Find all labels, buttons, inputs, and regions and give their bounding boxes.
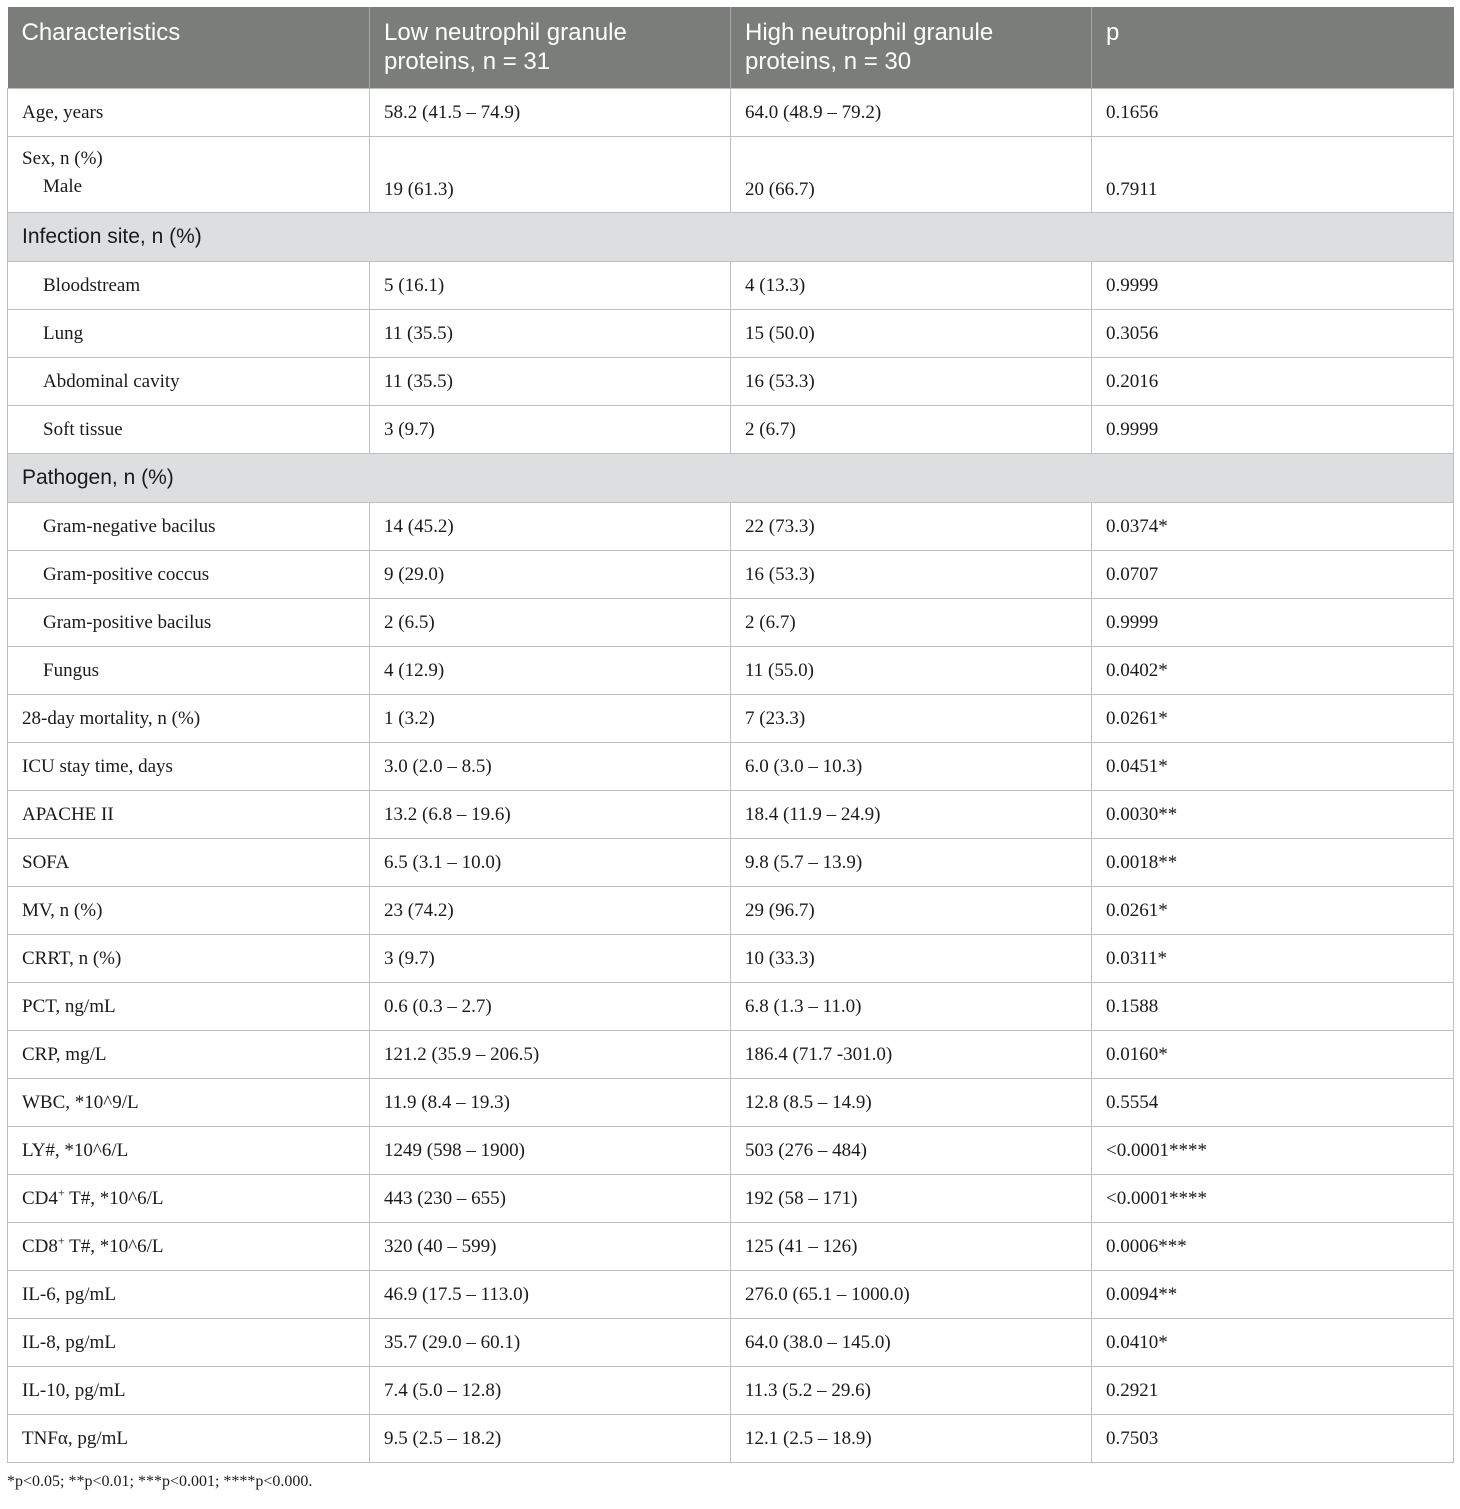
row-label: 28-day mortality, n (%) <box>8 695 370 743</box>
high-value: 276.0 (65.1 – 1000.0) <box>731 1271 1092 1319</box>
row-label: IL-6, pg/mL <box>8 1271 370 1319</box>
row-label: CRRT, n (%) <box>8 935 370 983</box>
p-value: 0.0707 <box>1092 551 1454 599</box>
header-row <box>8 7 1454 89</box>
table-row <box>8 983 1454 1031</box>
low-value: 11 (35.5) <box>370 310 731 358</box>
low-value: 121.2 (35.9 – 206.5) <box>370 1031 731 1079</box>
low-value: 9 (29.0) <box>370 551 731 599</box>
cd8-label-pre: CD8 <box>22 1235 58 1257</box>
row-label: LY#, *10^6/L <box>8 1127 370 1175</box>
table-row <box>8 310 1454 358</box>
table-row <box>8 89 1454 137</box>
row-label: TNFα, pg/mL <box>8 1415 370 1463</box>
high-value: 9.8 (5.7 – 13.9) <box>731 839 1092 887</box>
p-value: 0.0374* <box>1092 503 1454 551</box>
p-value: 0.0451* <box>1092 743 1454 791</box>
p-value: 0.2016 <box>1092 358 1454 406</box>
row-label: Abdominal cavity <box>8 358 370 406</box>
table-row <box>8 935 1454 983</box>
low-value: 7.4 (5.0 – 12.8) <box>370 1367 731 1415</box>
row-label: Fungus <box>8 647 370 695</box>
high-value: 2 (6.7) <box>731 599 1092 647</box>
header-high: High neutrophil granule proteins, n = 30 <box>731 7 1092 89</box>
row-label: Lung <box>8 310 370 358</box>
cd4-label-sup: + <box>57 1185 65 1200</box>
row-label: MV, n (%) <box>8 887 370 935</box>
high-value: 186.4 (71.7 -301.0) <box>731 1031 1092 1079</box>
row-label: WBC, *10^9/L <box>8 1079 370 1127</box>
table-row <box>8 1415 1454 1463</box>
high-value: 22 (73.3) <box>731 503 1092 551</box>
high-value: 29 (96.7) <box>731 887 1092 935</box>
table-row <box>8 743 1454 791</box>
row-label: ICU stay time, days <box>8 743 370 791</box>
low-value: 6.5 (3.1 – 10.0) <box>370 839 731 887</box>
p-value: 0.0311* <box>1092 935 1454 983</box>
header-characteristics: Characteristics <box>8 7 370 89</box>
high-value: 192 (58 – 171) <box>731 1175 1092 1223</box>
row-label: IL-10, pg/mL <box>8 1367 370 1415</box>
low-value: 2 (6.5) <box>370 599 731 647</box>
high-value: 6.0 (3.0 – 10.3) <box>731 743 1092 791</box>
table-row <box>8 1031 1454 1079</box>
high-value: 2 (6.7) <box>731 406 1092 454</box>
sex-label: Sex, n (%) <box>22 148 103 169</box>
high-value: 125 (41 – 126) <box>731 1223 1092 1271</box>
table-row <box>8 262 1454 310</box>
section-row-pathogen <box>8 454 1454 503</box>
high-value: 12.8 (8.5 – 14.9) <box>731 1079 1092 1127</box>
high-value: 20 (66.7) <box>731 137 1092 213</box>
low-value: 0.6 (0.3 – 2.7) <box>370 983 731 1031</box>
row-label <box>8 1175 370 1223</box>
table-row <box>8 1271 1454 1319</box>
p-value: 0.7503 <box>1092 1415 1454 1463</box>
row-label: SOFA <box>8 839 370 887</box>
low-value: 4 (12.9) <box>370 647 731 695</box>
table-row <box>8 137 1454 213</box>
table-row <box>8 1319 1454 1367</box>
table-row <box>8 791 1454 839</box>
row-label: Age, years <box>8 89 370 137</box>
p-value: <0.0001**** <box>1092 1127 1454 1175</box>
header-p: p <box>1092 7 1454 89</box>
low-value: 1 (3.2) <box>370 695 731 743</box>
row-label: Gram-positive coccus <box>8 551 370 599</box>
cd8-label-post: T#, *10^6/L <box>64 1235 164 1257</box>
table-row <box>8 1079 1454 1127</box>
high-value: 11 (55.0) <box>731 647 1092 695</box>
table-row <box>8 695 1454 743</box>
p-value: 0.9999 <box>1092 262 1454 310</box>
row-label <box>8 137 370 213</box>
low-value: 1249 (598 – 1900) <box>370 1127 731 1175</box>
low-value: 58.2 (41.5 – 74.9) <box>370 89 731 137</box>
p-value: 0.1656 <box>1092 89 1454 137</box>
p-value: 0.0160* <box>1092 1031 1454 1079</box>
row-label: Gram-negative bacilus <box>8 503 370 551</box>
p-value: 0.9999 <box>1092 599 1454 647</box>
high-value: 10 (33.3) <box>731 935 1092 983</box>
header-low: Low neutrophil granule proteins, n = 31 <box>370 7 731 89</box>
row-label <box>8 1223 370 1271</box>
table-row <box>8 551 1454 599</box>
high-value: 7 (23.3) <box>731 695 1092 743</box>
cd4-label-pre: CD4 <box>22 1187 58 1209</box>
low-value: 35.7 (29.0 – 60.1) <box>370 1319 731 1367</box>
row-label: IL-8, pg/mL <box>8 1319 370 1367</box>
row-label: Soft tissue <box>8 406 370 454</box>
section-label: Infection site, n (%) <box>8 213 1454 262</box>
cd4-label-post: T#, *10^6/L <box>64 1187 164 1209</box>
p-value: 0.9999 <box>1092 406 1454 454</box>
row-label: APACHE II <box>8 791 370 839</box>
male-label: Male <box>43 176 83 197</box>
table-row <box>8 647 1454 695</box>
table-row <box>8 1127 1454 1175</box>
p-value: 0.7911 <box>1092 137 1454 213</box>
low-value: 14 (45.2) <box>370 503 731 551</box>
low-value: 443 (230 – 655) <box>370 1175 731 1223</box>
low-value: 3 (9.7) <box>370 406 731 454</box>
low-value: 19 (61.3) <box>370 137 731 213</box>
p-value: 0.1588 <box>1092 983 1454 1031</box>
p-value: 0.0410* <box>1092 1319 1454 1367</box>
table-row <box>8 887 1454 935</box>
section-row-infection <box>8 213 1454 262</box>
high-value: 18.4 (11.9 – 24.9) <box>731 791 1092 839</box>
p-value: 0.5554 <box>1092 1079 1454 1127</box>
p-value: 0.0261* <box>1092 695 1454 743</box>
high-value: 12.1 (2.5 – 18.9) <box>731 1415 1092 1463</box>
p-value: 0.0018** <box>1092 839 1454 887</box>
low-value: 3.0 (2.0 – 8.5) <box>370 743 731 791</box>
table-row <box>8 1175 1454 1223</box>
high-value: 503 (276 – 484) <box>731 1127 1092 1175</box>
high-value: 11.3 (5.2 – 29.6) <box>731 1367 1092 1415</box>
table-row <box>8 599 1454 647</box>
low-value: 11.9 (8.4 – 19.3) <box>370 1079 731 1127</box>
p-value: 0.0402* <box>1092 647 1454 695</box>
table-container <box>7 7 1453 1491</box>
high-value: 4 (13.3) <box>731 262 1092 310</box>
low-value: 3 (9.7) <box>370 935 731 983</box>
low-value: 5 (16.1) <box>370 262 731 310</box>
row-label: Bloodstream <box>8 262 370 310</box>
low-value: 46.9 (17.5 – 113.0) <box>370 1271 731 1319</box>
high-value: 64.0 (38.0 – 145.0) <box>731 1319 1092 1367</box>
high-value: 6.8 (1.3 – 11.0) <box>731 983 1092 1031</box>
cd8-label-sup: + <box>57 1233 65 1248</box>
low-value: 23 (74.2) <box>370 887 731 935</box>
table-row <box>8 839 1454 887</box>
high-value: 64.0 (48.9 – 79.2) <box>731 89 1092 137</box>
section-label: Pathogen, n (%) <box>8 454 1454 503</box>
characteristics-table <box>7 7 1454 1463</box>
row-label: CRP, mg/L <box>8 1031 370 1079</box>
table-row <box>8 1223 1454 1271</box>
table-footnote: *p<0.05; **p<0.01; ***p<0.001; ****p<0.000. <box>7 1473 313 1490</box>
low-value: 13.2 (6.8 – 19.6) <box>370 791 731 839</box>
table-row <box>8 358 1454 406</box>
table-row <box>8 503 1454 551</box>
high-value: 15 (50.0) <box>731 310 1092 358</box>
row-label: Gram-positive bacilus <box>8 599 370 647</box>
row-label: PCT, ng/mL <box>8 983 370 1031</box>
high-value: 16 (53.3) <box>731 551 1092 599</box>
p-value: 0.0030** <box>1092 791 1454 839</box>
p-value: 0.3056 <box>1092 310 1454 358</box>
low-value: 320 (40 – 599) <box>370 1223 731 1271</box>
low-value: 11 (35.5) <box>370 358 731 406</box>
high-value: 16 (53.3) <box>731 358 1092 406</box>
p-value: 0.2921 <box>1092 1367 1454 1415</box>
low-value: 9.5 (2.5 – 18.2) <box>370 1415 731 1463</box>
p-value: 0.0261* <box>1092 887 1454 935</box>
table-row <box>8 1367 1454 1415</box>
p-value: 0.0094** <box>1092 1271 1454 1319</box>
table-row <box>8 406 1454 454</box>
p-value: 0.0006*** <box>1092 1223 1454 1271</box>
p-value: <0.0001**** <box>1092 1175 1454 1223</box>
